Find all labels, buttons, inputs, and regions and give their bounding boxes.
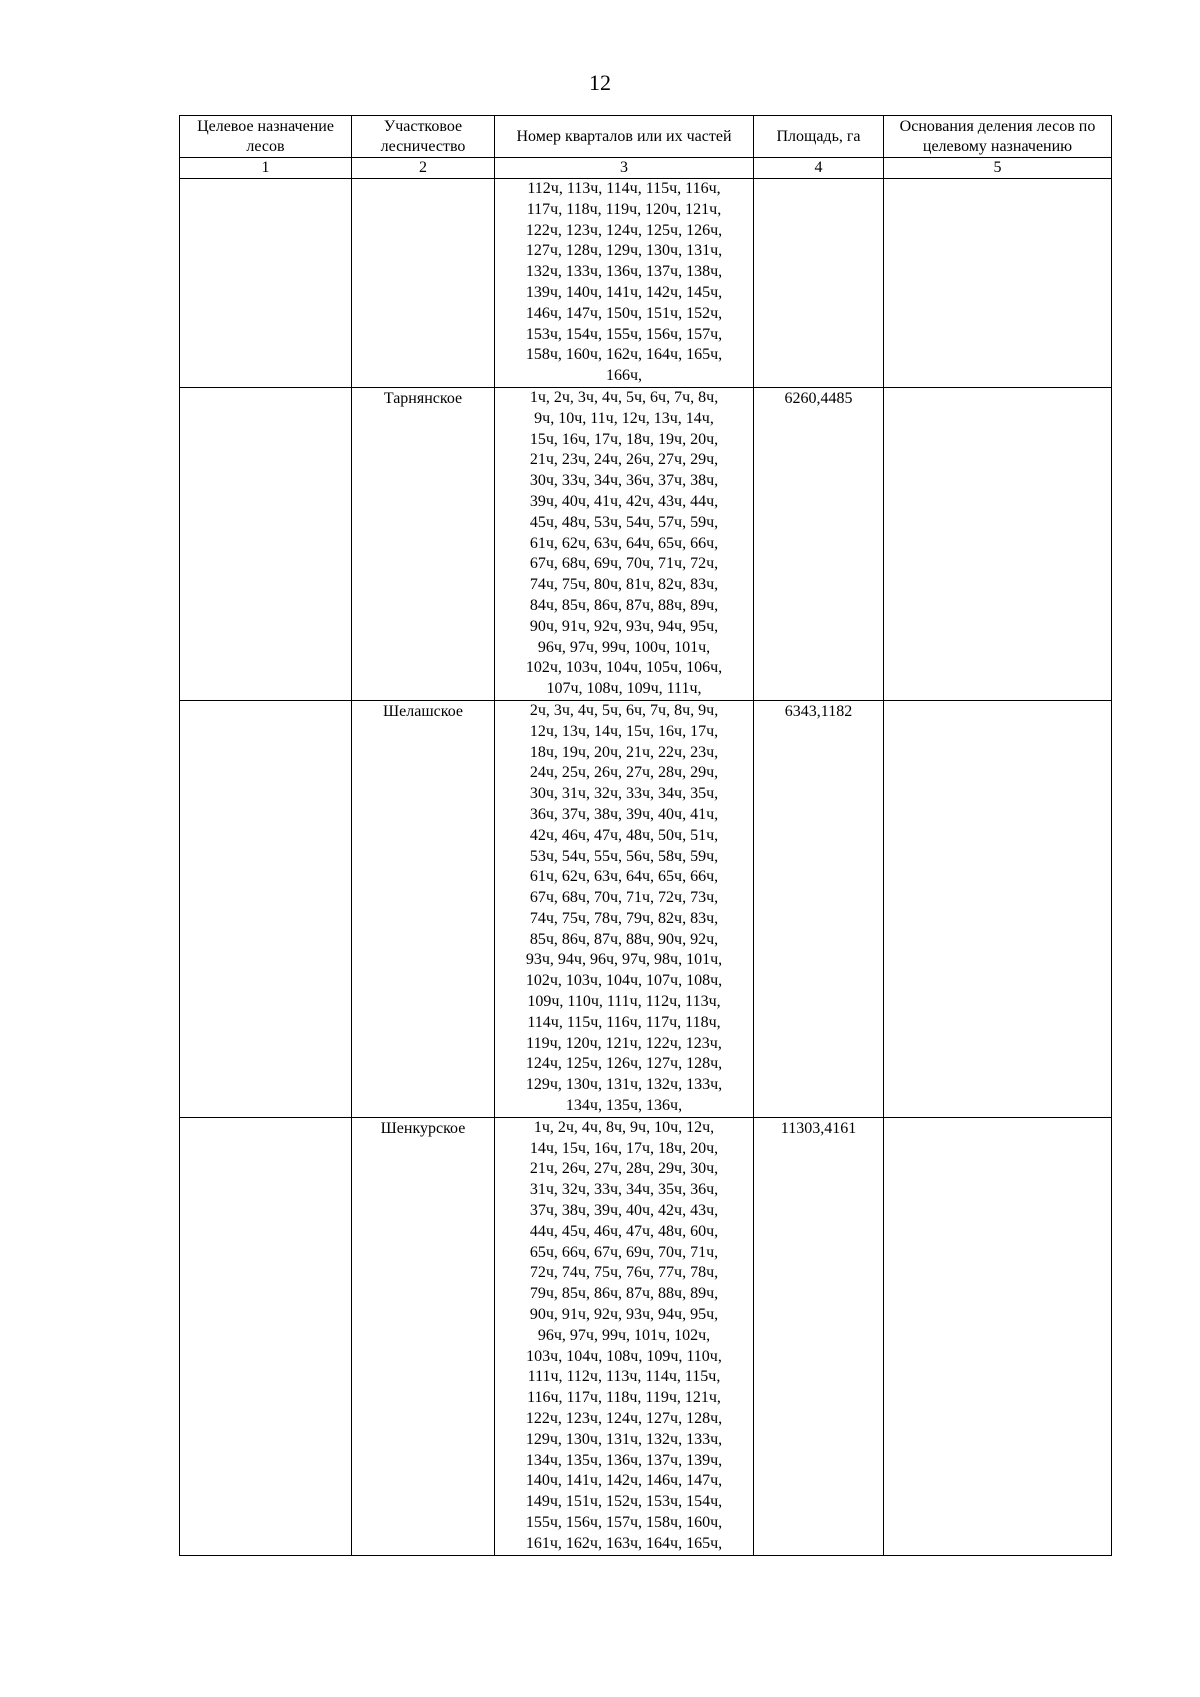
cell-quarters <box>495 1117 754 1555</box>
quarters-line: 30ч, 31ч, 32ч, 33ч, 34ч, 35ч, <box>529 785 719 803</box>
quarters-line: 31ч, 32ч, 33ч, 34ч, 35ч, 36ч, <box>529 1181 719 1199</box>
quarters-line: 102ч, 103ч, 104ч, 105ч, 106ч, <box>525 659 723 677</box>
quarters-line: 84ч, 85ч, 86ч, 87ч, 88ч, 89ч, <box>529 596 719 614</box>
quarters-line: 112ч, 113ч, 114ч, 115ч, 116ч, <box>527 180 721 197</box>
header-area: Площадь, га <box>754 116 884 158</box>
quarters-line: 74ч, 75ч, 78ч, 79ч, 82ч, 83ч, <box>529 909 719 927</box>
quarters-line: 61ч, 62ч, 63ч, 64ч, 65ч, 66ч, <box>529 868 719 886</box>
quarters-line: 39ч, 40ч, 41ч, 42ч, 43ч, 44ч, <box>529 492 719 510</box>
cell-purpose <box>180 1117 352 1555</box>
cell-area: 6260,4485 <box>754 387 884 700</box>
cell-purpose <box>180 700 352 1117</box>
quarters-line: 116ч, 117ч, 118ч, 119ч, 121ч, <box>527 1389 721 1407</box>
quarters-line: 21ч, 23ч, 24ч, 26ч, 27ч, 29ч, <box>529 451 719 469</box>
column-number: 1 <box>180 158 352 179</box>
header-district: Участковое лесничество <box>352 116 495 158</box>
quarters-line: 61ч, 62ч, 63ч, 64ч, 65ч, 66ч, <box>529 534 719 552</box>
column-number: 4 <box>754 158 884 179</box>
cell-quarters <box>495 179 754 388</box>
quarters-line: 37ч, 38ч, 39ч, 40ч, 42ч, 43ч, <box>529 1202 719 1220</box>
quarters-line: 30ч, 33ч, 34ч, 36ч, 37ч, 38ч, <box>529 472 719 490</box>
quarters-line: 140ч, 141ч, 142ч, 146ч, 147ч, <box>525 1472 723 1490</box>
column-number: 5 <box>884 158 1112 179</box>
cell-basis <box>884 1117 1112 1555</box>
quarters-line: 166ч, <box>605 367 643 385</box>
quarters-line: 79ч, 85ч, 86ч, 87ч, 88ч, 89ч, <box>529 1285 719 1303</box>
column-number: 3 <box>495 158 754 179</box>
quarters-line: 15ч, 16ч, 17ч, 18ч, 19ч, 20ч, <box>529 430 719 448</box>
table-row <box>180 179 1112 388</box>
header-purpose: Целевое назначение лесов <box>180 116 352 158</box>
quarters-line: 72ч, 74ч, 75ч, 76ч, 77ч, 78ч, <box>529 1264 719 1282</box>
quarters-line: 122ч, 123ч, 124ч, 125ч, 126ч, <box>525 221 723 239</box>
cell-district: Шенкурское <box>352 1117 495 1555</box>
quarters-line: 18ч, 19ч, 20ч, 21ч, 22ч, 23ч, <box>529 743 719 761</box>
quarters-line: 122ч, 123ч, 124ч, 127ч, 128ч, <box>525 1410 723 1428</box>
quarters-line: 149ч, 151ч, 152ч, 153ч, 154ч, <box>525 1493 723 1511</box>
quarters-line: 124ч, 125ч, 126ч, 127ч, 128ч, <box>525 1055 723 1073</box>
quarters-line: 132ч, 133ч, 136ч, 137ч, 138ч, <box>525 263 723 281</box>
quarters-line: 9ч, 10ч, 11ч, 12ч, 13ч, 14ч, <box>534 409 714 427</box>
quarters-line: 134ч, 135ч, 136ч, 137ч, 139ч, <box>525 1451 723 1469</box>
quarters-line: 1ч, 2ч, 4ч, 8ч, 9ч, 10ч, 12ч, <box>533 1118 715 1136</box>
quarters-line: 103ч, 104ч, 108ч, 109ч, 110ч, <box>526 1347 722 1365</box>
quarters-line: 65ч, 66ч, 67ч, 69ч, 70ч, 71ч, <box>529 1243 719 1261</box>
cell-district <box>352 179 495 388</box>
quarters-line: 21ч, 26ч, 27ч, 28ч, 29ч, 30ч, <box>529 1160 719 1178</box>
quarters-line: 155ч, 156ч, 157ч, 158ч, 160ч, <box>525 1514 723 1531</box>
table-header-row <box>180 116 1112 158</box>
quarters-line: 127ч, 128ч, 129ч, 130ч, 131ч, <box>525 242 723 260</box>
quarters-line: 67ч, 68ч, 70ч, 71ч, 72ч, 73ч, <box>529 889 719 907</box>
quarters-line: 14ч, 15ч, 16ч, 17ч, 18ч, 20ч, <box>529 1139 719 1157</box>
quarters-line: 42ч, 46ч, 47ч, 48ч, 50ч, 51ч, <box>529 826 719 844</box>
quarters-line: 119ч, 120ч, 121ч, 122ч, 123ч, <box>526 1034 722 1052</box>
quarters-line: 96ч, 97ч, 99ч, 101ч, 102ч, <box>537 1326 711 1344</box>
quarters-line: 96ч, 97ч, 99ч, 100ч, 101ч, <box>537 638 711 656</box>
quarters-line: 153ч, 154ч, 155ч, 156ч, 157ч, <box>525 325 723 343</box>
cell-area: 6343,1182 <box>754 700 884 1117</box>
quarters-line: 111ч, 112ч, 113ч, 114ч, 115ч, <box>527 1368 721 1386</box>
column-number: 2 <box>352 158 495 179</box>
quarters-line: 12ч, 13ч, 14ч, 15ч, 16ч, 17ч, <box>529 722 719 740</box>
table-row <box>180 700 1112 1117</box>
quarters-line: 67ч, 68ч, 69ч, 70ч, 71ч, 72ч, <box>529 555 719 573</box>
quarters-line: 53ч, 54ч, 55ч, 56ч, 58ч, 59ч, <box>529 847 719 865</box>
quarters-line: 90ч, 91ч, 92ч, 93ч, 94ч, 95ч, <box>529 1306 719 1324</box>
quarters-line: 139ч, 140ч, 141ч, 142ч, 145ч, <box>525 283 723 301</box>
quarters-line: 2ч, 3ч, 4ч, 5ч, 6ч, 7ч, 8ч, 9ч, <box>529 701 719 719</box>
cell-quarters <box>495 700 754 1117</box>
cell-basis <box>884 700 1112 1117</box>
cell-area: 11303,4161 <box>754 1117 884 1555</box>
page-number: 12 <box>589 70 611 95</box>
quarters-line: 158ч, 160ч, 162ч, 164ч, 165ч, <box>525 346 723 364</box>
cell-district: Тарнянское <box>352 387 495 700</box>
table-body <box>180 179 1112 1556</box>
quarters-line: 107ч, 108ч, 109ч, 111ч, <box>546 680 702 698</box>
quarters-line: 36ч, 37ч, 38ч, 39ч, 40ч, 41ч, <box>529 805 719 823</box>
quarters-line: 1ч, 2ч, 3ч, 4ч, 5ч, 6ч, 7ч, 8ч, <box>529 388 719 406</box>
quarters-line: 134ч, 135ч, 136ч, <box>565 1097 683 1115</box>
quarters-line: 109ч, 110ч, 111ч, 112ч, 113ч, <box>527 993 721 1011</box>
quarters-line: 74ч, 75ч, 80ч, 81ч, 82ч, 83ч, <box>529 576 719 594</box>
cell-quarters <box>495 387 754 700</box>
forest-purpose-table <box>179 115 1112 1556</box>
table-row <box>180 1117 1112 1555</box>
cell-district: Шелашское <box>352 700 495 1117</box>
quarters-line: 24ч, 25ч, 26ч, 27ч, 28ч, 29ч, <box>529 764 719 782</box>
quarters-line: 93ч, 94ч, 96ч, 97ч, 98ч, 101ч, <box>525 951 723 969</box>
quarters-line: 44ч, 45ч, 46ч, 47ч, 48ч, 60ч, <box>529 1222 719 1240</box>
quarters-line: 85ч, 86ч, 87ч, 88ч, 90ч, 92ч, <box>529 930 719 948</box>
quarters-line: 114ч, 115ч, 116ч, 117ч, 118ч, <box>527 1013 721 1031</box>
quarters-line: 102ч, 103ч, 104ч, 107ч, 108ч, <box>525 972 723 990</box>
quarters-line: 45ч, 48ч, 53ч, 54ч, 57ч, 59ч, <box>529 513 719 531</box>
cell-area <box>754 179 884 388</box>
column-number-row <box>180 158 1112 179</box>
header-quarters: Номер кварталов или их частей <box>495 116 754 158</box>
cell-basis <box>884 179 1112 388</box>
cell-purpose <box>180 387 352 700</box>
header-basis: Основания деления лесов по целевому назначению <box>884 116 1112 158</box>
quarters-line: 90ч, 91ч, 92ч, 93ч, 94ч, 95ч, <box>529 617 719 635</box>
table-row <box>180 387 1112 700</box>
quarters-line: 161ч, 162ч, 163ч, 164ч, 165ч, <box>525 1534 723 1552</box>
cell-basis <box>884 387 1112 700</box>
cell-purpose <box>180 179 352 388</box>
quarters-line: 129ч, 130ч, 131ч, 132ч, 133ч, <box>525 1076 723 1094</box>
quarters-line: 146ч, 147ч, 150ч, 151ч, 152ч, <box>525 304 723 322</box>
quarters-line: 117ч, 118ч, 119ч, 120ч, 121ч, <box>526 200 722 218</box>
quarters-line: 129ч, 130ч, 131ч, 132ч, 133ч, <box>525 1430 723 1448</box>
